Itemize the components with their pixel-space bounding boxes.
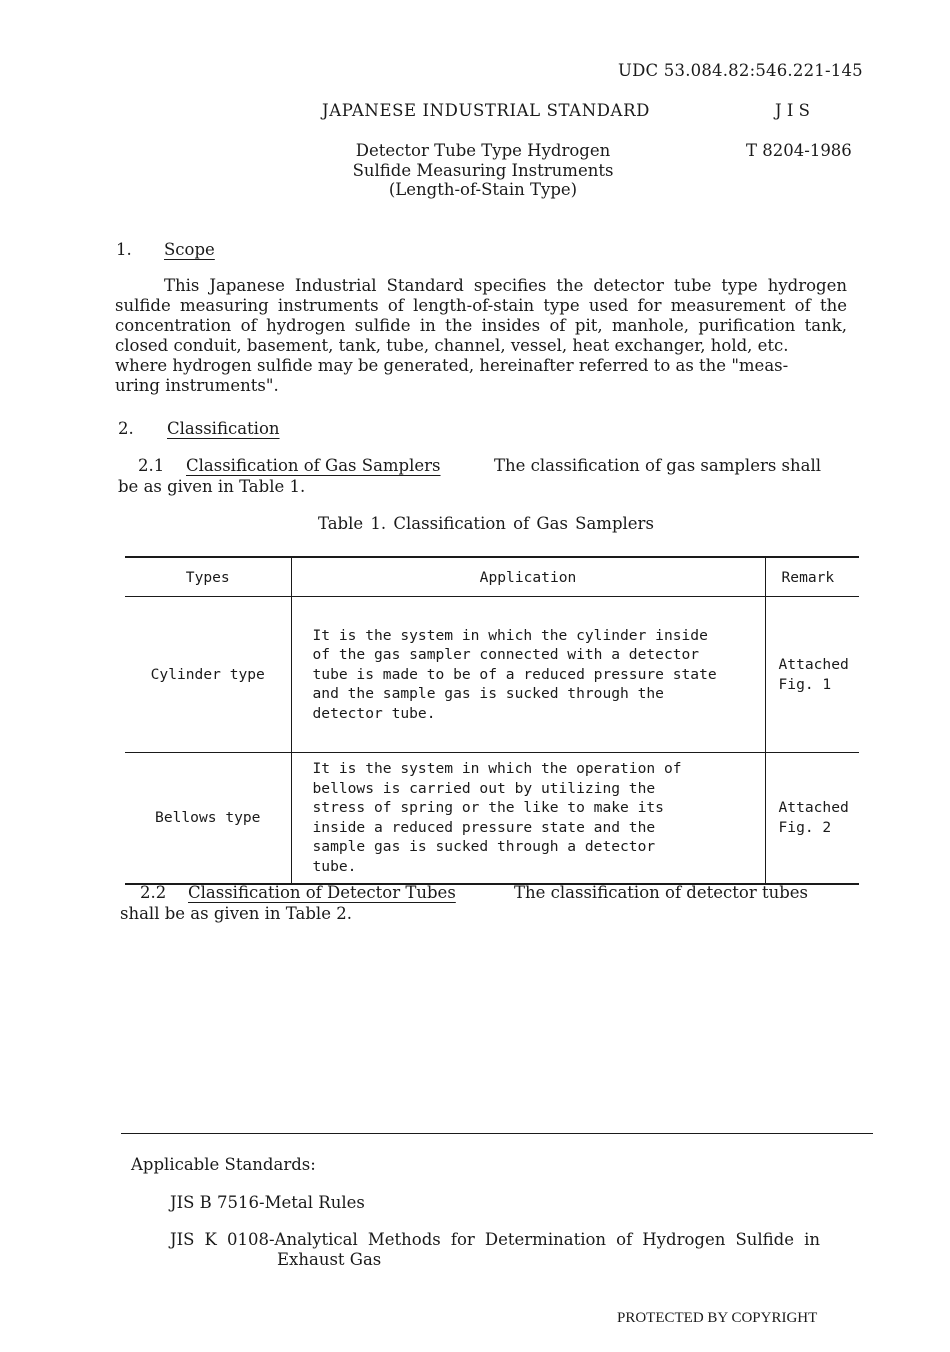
subsection-2-1-heading: Classification of Gas Samplers — [186, 456, 441, 475]
remark-cell — [765, 597, 859, 753]
application-line: stress of spring or the like to make its — [312, 799, 664, 817]
subsection-2-1-continuation: be as given in Table 1. — [118, 477, 306, 496]
section-1-number: 1. — [116, 240, 132, 259]
header-application: Application — [291, 557, 765, 597]
document-title — [350, 141, 616, 200]
section-2-heading: Classification — [167, 419, 280, 438]
table-row — [125, 753, 859, 884]
application-line: bellows is carried out by utilizing the — [312, 779, 656, 797]
application-line: and the sample gas is sucked through the — [312, 685, 664, 703]
application-line: It is the system in which the operation of — [312, 760, 682, 777]
footnote-divider — [121, 1133, 873, 1134]
table-header-row — [125, 557, 859, 597]
subsection-2-2-text: The classification of detector tubes — [514, 883, 809, 902]
subsection-2-2-heading: Classification of Detector Tubes — [188, 883, 456, 902]
scope-paragraph — [115, 276, 847, 396]
paragraph-line: sulfide measuring instruments of length-of-stain type used for measurement of the — [115, 296, 847, 315]
header-types: Types — [125, 557, 291, 597]
application-line: inside a reduced pressure state and the — [312, 818, 656, 836]
title-line: Detector Tube Type Hydrogen — [355, 141, 611, 160]
applicable-standards-label: Applicable Standards: — [131, 1155, 316, 1174]
section-2-number: 2. — [118, 419, 134, 438]
application-line: detector tube. — [312, 704, 436, 722]
remark-line: Attached — [778, 799, 849, 817]
remark-line: Fig. 2 — [778, 818, 832, 836]
table-1 — [125, 556, 859, 885]
type-cell: Cylinder type — [125, 597, 291, 753]
title-line: Sulfide Measuring Instruments — [352, 160, 614, 180]
subsection-2-2-number: 2.2 — [140, 883, 167, 902]
application-line: tube. — [312, 857, 357, 875]
application-line: tube is made to be of a reduced pressure state — [312, 665, 717, 683]
paragraph-line: concentration of hydrogen sulfide in the insides of pit, manhole, purification tank, — [115, 316, 847, 335]
application-cell — [291, 753, 765, 884]
remark-line: Attached — [778, 655, 849, 673]
subsection-2-1-number: 2.1 — [138, 456, 165, 475]
udc-number: UDC 53.084.82:546.221-145 — [618, 61, 863, 80]
standard-name: JAPANESE INDUSTRIAL STANDARD — [322, 101, 650, 120]
application-line: It is the system in which the cylinder inside — [312, 626, 708, 644]
standard-reference: JIS B 7516-Metal Rules — [170, 1193, 365, 1212]
paragraph-line: This Japanese Industrial Standard specifies the detector tube type hydrogen — [164, 276, 847, 295]
subsection-2-1-text: The classification of gas samplers shall — [494, 456, 822, 475]
copyright-notice: PROTECTED BY COPYRIGHT — [617, 1310, 818, 1326]
standard-reference — [170, 1230, 820, 1270]
type-cell: Bellows type — [125, 753, 291, 884]
jis-mark: J I S — [775, 101, 810, 120]
subsection-2-2-continuation: shall be as given in Table 2. — [120, 904, 352, 923]
paragraph-line: uring instruments". — [115, 376, 279, 395]
remark-cell — [765, 753, 859, 884]
reference-line: Exhaust Gas — [277, 1250, 382, 1269]
header-remark: Remark — [765, 557, 859, 597]
application-line: of the gas sampler connected with a detector — [312, 646, 700, 664]
table-1-caption: Table 1. Classification of Gas Samplers — [318, 514, 654, 533]
reference-line: JIS K 0108-Analytical Methods for Determination of Hydrogen Sulfide in — [170, 1230, 820, 1249]
section-1-heading: Scope — [164, 240, 215, 259]
remark-line: Fig. 1 — [778, 675, 832, 693]
standard-number: T 8204-1986 — [746, 141, 852, 160]
title-line: (Length-of-Stain Type) — [388, 180, 578, 199]
application-cell — [291, 597, 765, 753]
paragraph-line: closed conduit, basement, tank, tube, channel, vessel, heat exchanger, hold, etc. — [115, 336, 789, 355]
application-line: sample gas is sucked through a detector — [312, 838, 656, 856]
table-row — [125, 597, 859, 753]
paragraph-line: where hydrogen sulfide may be generated, hereinafter referred to as the "meas- — [115, 356, 789, 375]
